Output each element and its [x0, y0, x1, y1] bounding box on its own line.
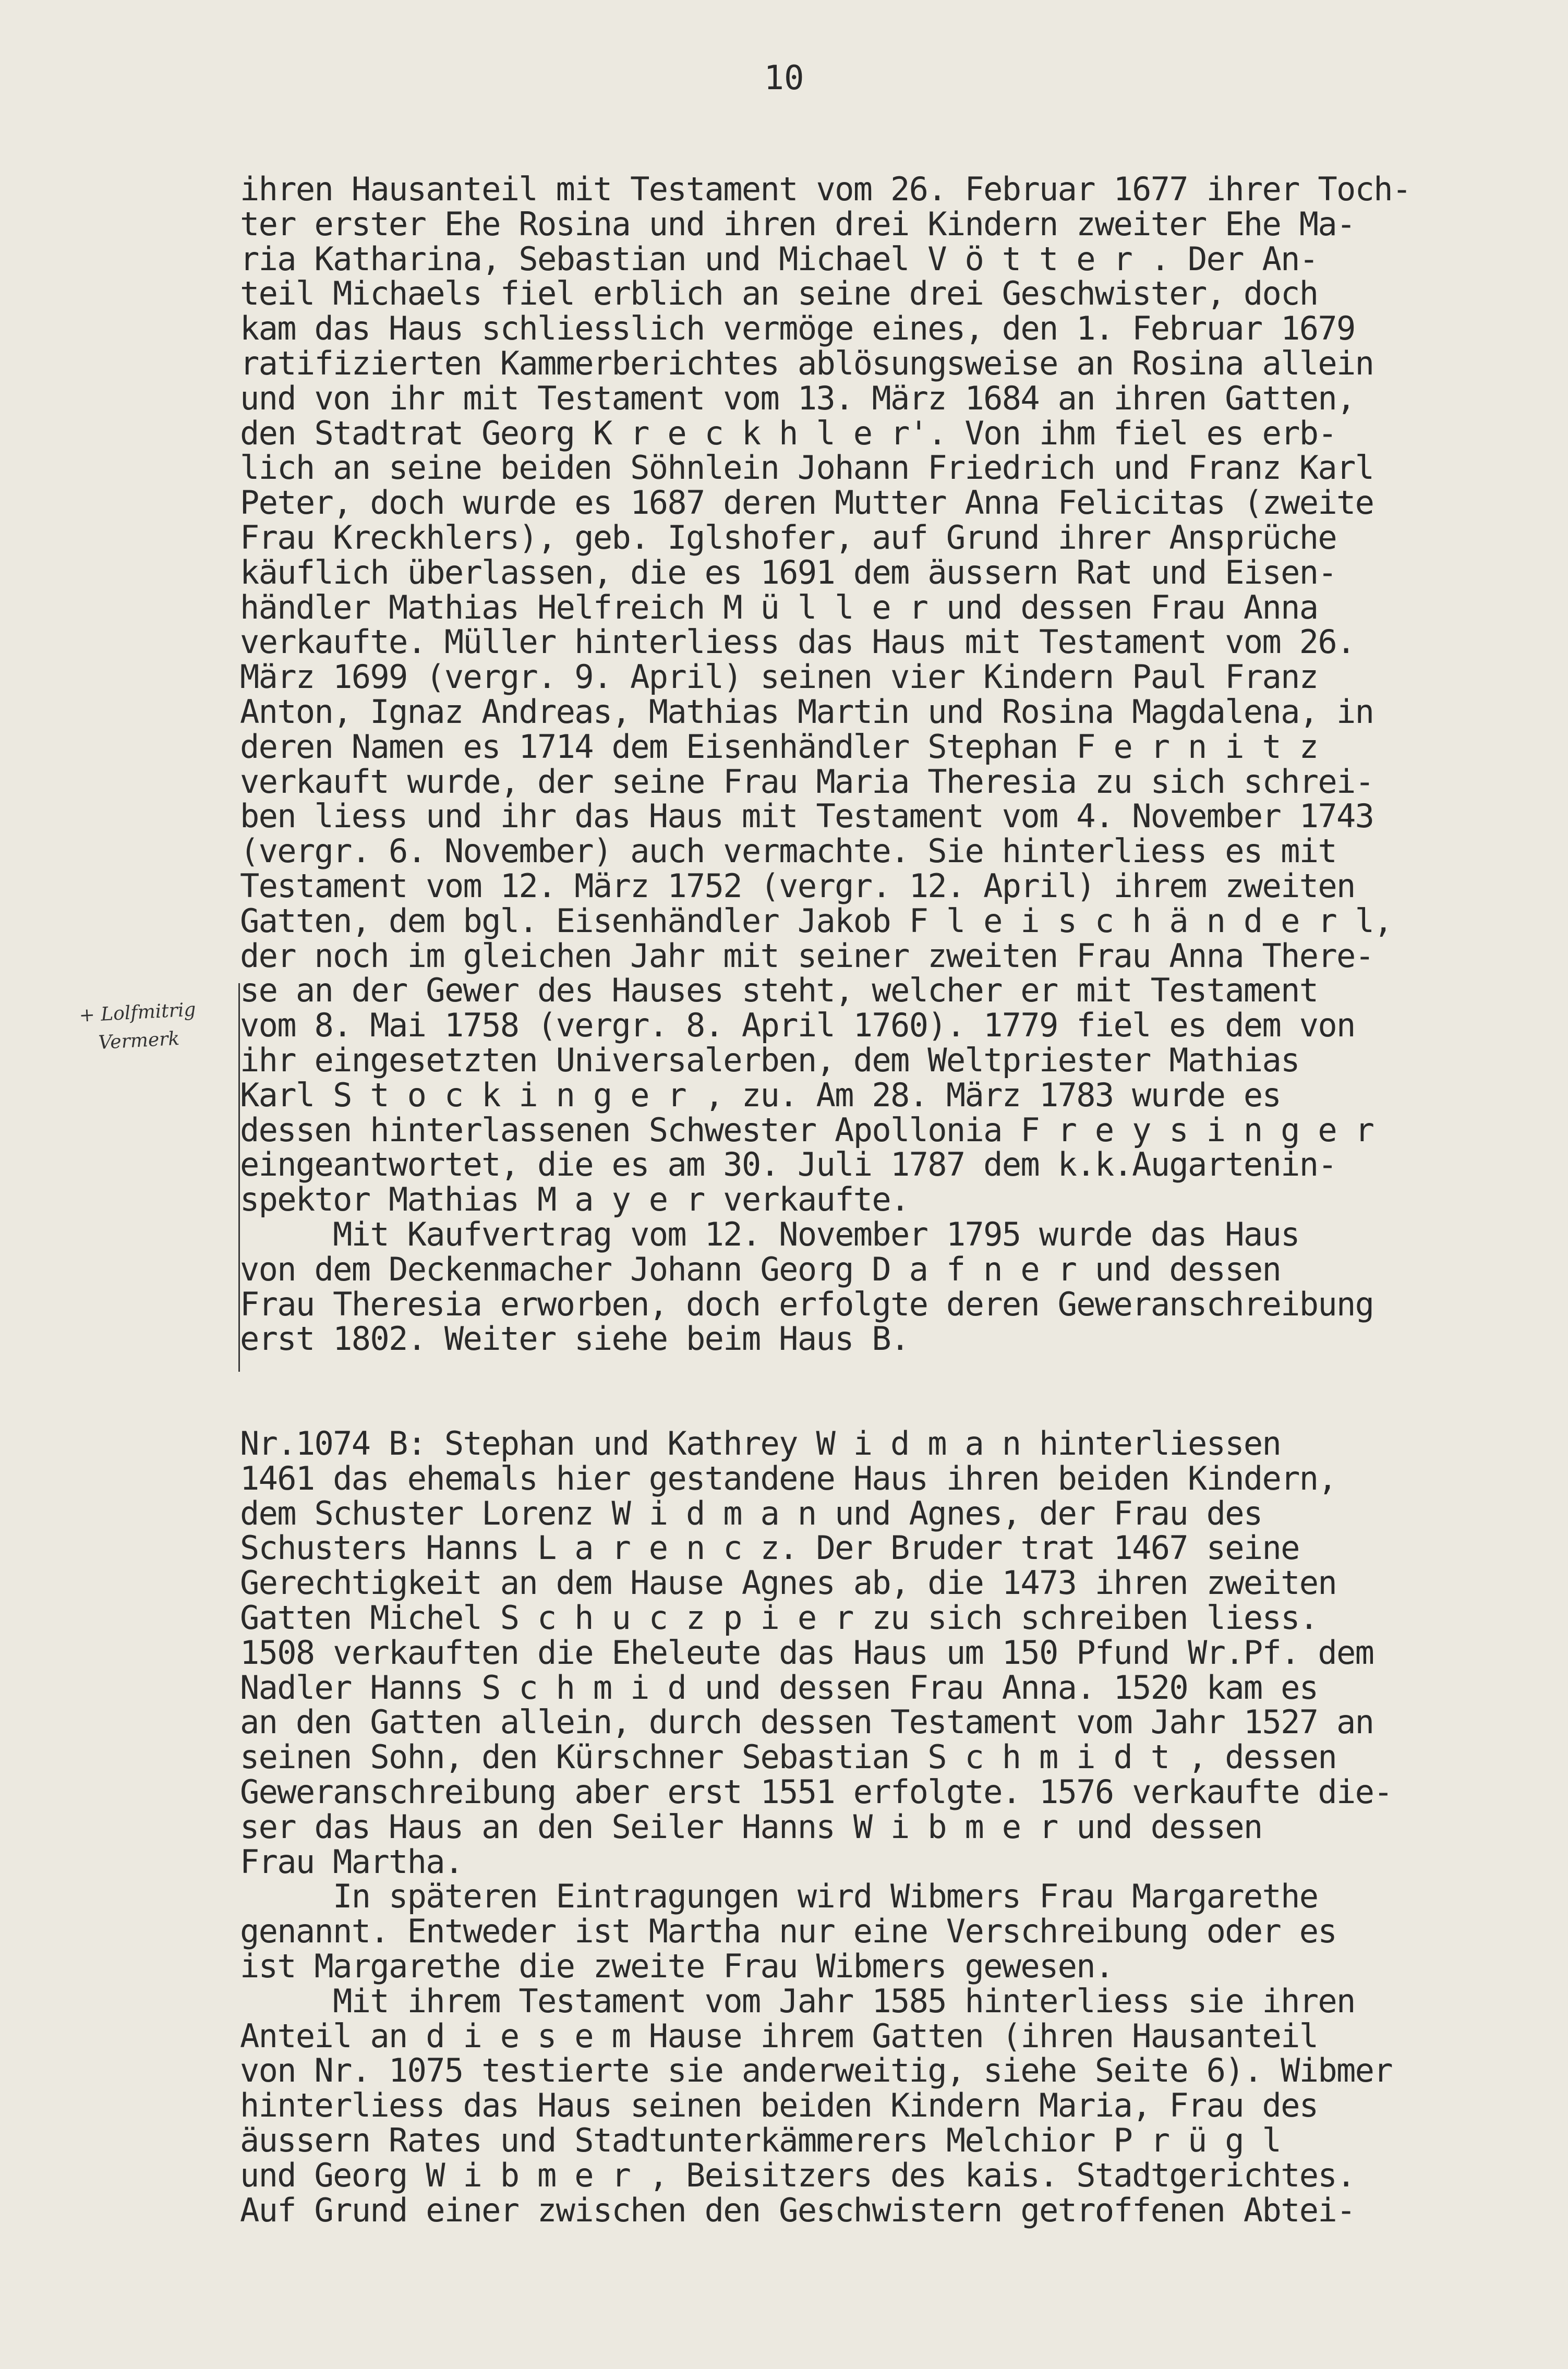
text-line: se an der Gewer des Hauses steht, welcher er mit Testament — [240, 971, 1318, 1010]
body-text — [240, 172, 1568, 2228]
text-line: äussern Rates und Stadtunterkämmerers Melchior P r ü g l — [240, 2121, 1281, 2160]
text-line: an den Gatten allein, durch dessen Testament vom Jahr 1527 an — [240, 1703, 1374, 1742]
text-line: genannt. Entweder ist Martha nur eine Verschreibung oder es — [240, 1912, 1337, 1951]
text-line: 1461 das ehemals hier gestandene Haus ihren beiden Kindern, — [240, 1459, 1337, 1497]
text-line: spektor Mathias M a y e r verkaufte. — [240, 1180, 909, 1219]
text-line: und Georg W i b m e r , Beisitzers des kais. Stadtgerichtes. — [240, 2156, 1355, 2194]
text-line: der noch im gleichen Jahr mit seiner zweiten Frau Anna There- — [240, 936, 1374, 975]
text-line: ser das Haus an den Seiler Hanns W i b m e r und dessen — [240, 1807, 1262, 1846]
text-line: Nadler Hanns S c h m i d und dessen Frau Anna. 1520 kam es — [240, 1668, 1318, 1707]
text-line: Auf Grund einer zwischen den Geschwistern getroffenen Abtei- — [240, 2191, 1355, 2229]
text-line: ratifizierten Kammerberichtes ablösungsweise an Rosina allein — [240, 344, 1374, 382]
text-line: lich an seine beiden Söhnlein Johann Friedrich und Franz Karl — [240, 449, 1374, 487]
text-line: In späteren Eintragungen wird Wibmers Frau Margarethe — [240, 1877, 1318, 1916]
text-line: deren Namen es 1714 dem Eisenhändler Stephan F e r n i t z — [240, 727, 1318, 766]
text-line: Mit Kaufvertrag vom 12. November 1795 wurde das Haus — [240, 1215, 1299, 1253]
text-line: Schusters Hanns L a r e n c z. Der Bruder trat 1467 seine — [240, 1529, 1299, 1567]
text-line: Geweranschreibung aber erst 1551 erfolgte. 1576 verkaufte die- — [240, 1773, 1392, 1811]
text-line: den Stadtrat Georg K r e c k h l e r'. Von ihm fiel es erb- — [240, 414, 1337, 452]
text-line: von Nr. 1075 testierte sie anderweitig, siehe Seite 6). Wibmer — [240, 2051, 1392, 2090]
text-line: erst 1802. Weiter siehe beim Haus B. — [240, 1320, 909, 1358]
text-line: eingeantwortet, die es am 30. Juli 1787 dem k.k.Augartenin- — [240, 1145, 1337, 1184]
text-line: Anton, Ignaz Andreas, Mathias Martin und Rosina Magdalena, in — [240, 692, 1374, 731]
text-line: Gatten, dem bgl. Eisenhändler Jakob F l e i s c h ä n d e r l, — [240, 901, 1392, 940]
text-line: ihr eingesetzten Universalerben, dem Weltpriester Mathias — [240, 1041, 1299, 1079]
text-line: Anteil an d i e s e m Hause ihrem Gatten (ihren Hausanteil — [240, 2016, 1318, 2055]
text-line: ihren Hausanteil mit Testament vom 26. Februar 1677 ihrer Toch- — [240, 170, 1411, 208]
text-line: Nr.1074 B: Stephan und Kathrey W i d m a n hinterliessen — [240, 1424, 1281, 1463]
text-line: Frau Theresia erworben, doch erfolgte deren Geweranschreibung — [240, 1285, 1374, 1323]
text-line: 1508 verkauften die Eheleute das Haus um 150 Pfund Wr.Pf. dem — [240, 1633, 1374, 1672]
paragraph-gap — [240, 1357, 1568, 1427]
text-line: Gatten Michel S c h u c z p i e r zu sich schreiben liess. — [240, 1599, 1318, 1637]
text-line: Frau Kreckhlers), geb. Iglshofer, auf Grund ihrer Ansprüche — [240, 518, 1337, 557]
text-line: ter erster Ehe Rosina und ihren drei Kindern zweiter Ehe Ma- — [240, 204, 1355, 243]
text-line: und von ihr mit Testament vom 13. März 1684 an ihren Gatten, — [240, 379, 1355, 417]
text-line: Frau Martha. — [240, 1842, 463, 1881]
text-line: käuflich überlassen, die es 1691 dem äussern Rat und Eisen- — [240, 553, 1337, 591]
margin-note-handwritten: + Lolfmitrig Vermerk — [78, 999, 197, 1054]
text-line: März 1699 (vergr. 9. April) seinen vier Kindern Paul Franz — [240, 658, 1318, 696]
text-line: ist Margarethe die zweite Frau Wibmers gewesen. — [240, 1947, 1114, 1986]
text-line: dessen hinterlassenen Schwester Apollonia F r e y s i n g e r — [240, 1110, 1374, 1149]
text-line: verkaufte. Müller hinterliess das Haus mit Testament vom 26. — [240, 623, 1355, 661]
text-line: kam das Haus schliesslich vermöge eines, den 1. Februar 1679 — [240, 309, 1355, 348]
text-line: seinen Sohn, den Kürschner Sebastian S c h m i d t , dessen — [240, 1738, 1337, 1776]
text-line: vom 8. Mai 1758 (vergr. 8. April 1760). 1779 fiel es dem von — [240, 1006, 1355, 1045]
text-line: händler Mathias Helfreich M ü l l e r und dessen Frau Anna — [240, 588, 1318, 626]
text-line: (vergr. 6. November) auch vermachte. Sie hinterliess es mit — [240, 832, 1337, 871]
text-line: von dem Deckenmacher Johann Georg D a f n e r und dessen — [240, 1250, 1281, 1288]
text-line: ria Katharina, Sebastian und Michael V ö t t e r . Der An- — [240, 239, 1318, 278]
text-line: Peter, doch wurde es 1687 deren Mutter Anna Felicitas (zweite — [240, 484, 1374, 522]
text-line: Mit ihrem Testament vom Jahr 1585 hinterliess sie ihren — [240, 1981, 1355, 2020]
text-line: hinterliess das Haus seinen beiden Kindern Maria, Frau des — [240, 2086, 1318, 2125]
text-line: dem Schuster Lorenz W i d m a n und Agnes, der Frau des — [240, 1494, 1262, 1532]
text-line: Gerechtigkeit an dem Hause Agnes ab, die 1473 ihren zweiten — [240, 1564, 1337, 1602]
text-line: Testament vom 12. März 1752 (vergr. 12. April) ihrem zweiten — [240, 866, 1355, 905]
text-line: teil Michaels fiel erblich an seine drei Geschwister, doch — [240, 274, 1318, 313]
page-number: 10 — [764, 59, 804, 98]
text-line: verkauft wurde, der seine Frau Maria Theresia zu sich schrei- — [240, 762, 1374, 801]
text-line: Karl S t o c k i n g e r , zu. Am 28. März 1783 wurde es — [240, 1075, 1281, 1114]
text-line: ben liess und ihr das Haus mit Testament vom 4. November 1743 — [240, 797, 1374, 836]
